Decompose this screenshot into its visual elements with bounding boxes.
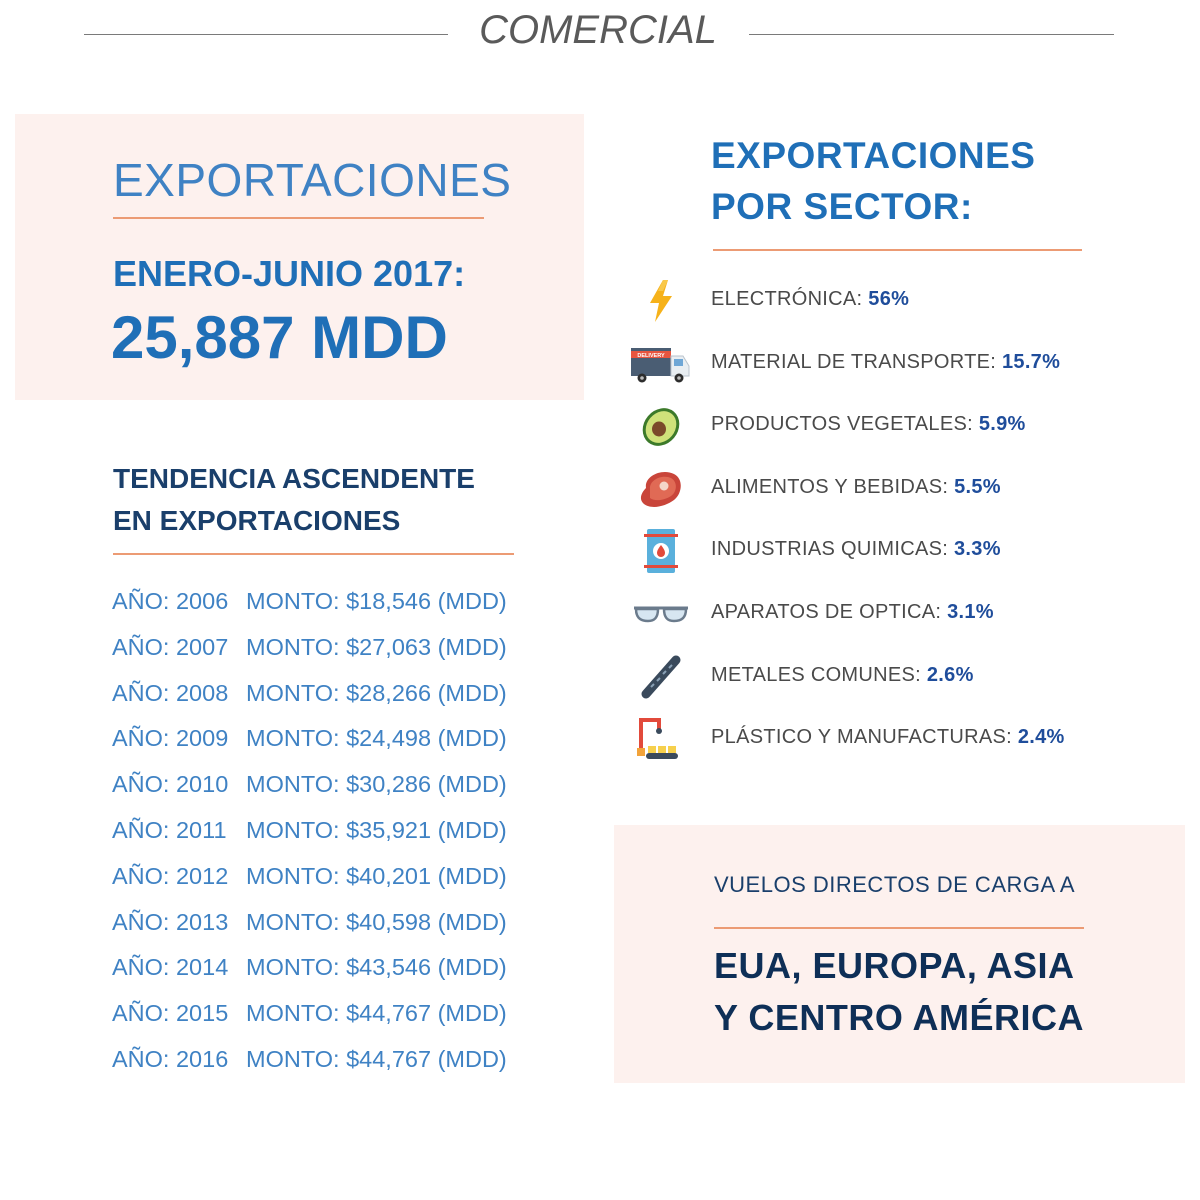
- sectors-heading-line2: POR SECTOR:: [711, 186, 973, 227]
- trend-row: [112, 725, 507, 771]
- trend-year: AÑO: 2013: [112, 908, 229, 935]
- trend-amount: MONTO: $44,767 (MDD): [246, 1045, 507, 1072]
- trend-amount: MONTO: $40,201 (MDD): [246, 862, 507, 889]
- sector-value: 5.9%: [978, 413, 1026, 436]
- trend-year: AÑO: 2014: [112, 954, 229, 981]
- page-title: COMERCIAL: [479, 8, 717, 52]
- exports-divider: [113, 217, 484, 219]
- sector-value: 2.4%: [1017, 726, 1065, 749]
- sector-label: APARATOS DE OPTICA: 3.1%: [711, 600, 994, 623]
- trend-heading-line2: EN EXPORTACIONES: [113, 505, 401, 536]
- sector-label: INDUSTRIAS QUIMICAS: 3.3%: [711, 538, 1001, 561]
- trend-year: AÑO: 2010: [112, 771, 229, 798]
- chemical-barrel-icon: [630, 528, 692, 574]
- trend-divider: [113, 553, 514, 555]
- trend-amount: MONTO: $18,546 (MDD): [246, 588, 507, 614]
- delivery-truck-icon: [630, 341, 692, 387]
- sector-value: 56%: [868, 288, 910, 310]
- cargo-destinations: [714, 940, 1084, 1044]
- trend-amount: MONTO: $43,546 (MDD): [246, 954, 507, 981]
- exports-total: 25,887 MDD: [111, 304, 448, 371]
- trend-year: AÑO: 2009: [112, 725, 229, 752]
- trend-amount: MONTO: $27,063 (MDD): [246, 633, 507, 660]
- trend-amount: MONTO: $30,286 (MDD): [246, 771, 507, 798]
- sector-label: METALES COMUNES: 2.6%: [711, 663, 974, 686]
- metal-bar-icon: [630, 654, 692, 700]
- trend-year: AÑO: 2007: [112, 633, 229, 660]
- trend-year: AÑO: 2006: [112, 588, 229, 614]
- trend-year: AÑO: 2008: [112, 679, 229, 706]
- trend-row: [112, 909, 507, 955]
- sector-label: ALIMENTOS Y BEBIDAS: 5.5%: [711, 475, 1001, 498]
- sector-value: 3.3%: [954, 538, 1001, 561]
- lightning-icon: [630, 278, 692, 324]
- sectors-divider: [713, 249, 1082, 251]
- sectors-heading: [711, 130, 1035, 232]
- trend-year: AÑO: 2012: [112, 862, 229, 889]
- trend-heading: [113, 458, 475, 542]
- trend-row: [112, 1046, 507, 1092]
- sector-label: PRODUCTOS VEGETALES: 5.9%: [711, 413, 1026, 436]
- trend-row: [112, 817, 507, 863]
- trend-row: [112, 863, 507, 909]
- sectors-heading-line1: EXPORTACIONES: [711, 135, 1036, 176]
- trend-year: AÑO: 2016: [112, 1045, 229, 1072]
- exports-title: EXPORTACIONES: [113, 154, 512, 206]
- cargo-subtitle: VUELOS DIRECTOS DE CARGA A: [714, 872, 1076, 897]
- sector-label: MATERIAL DE TRANSPORTE: 15.7%: [711, 350, 1061, 373]
- trend-amount: MONTO: $35,921 (MDD): [246, 816, 507, 843]
- trend-amount: MONTO: $40,598 (MDD): [246, 908, 507, 935]
- sector-value: 2.6%: [926, 663, 974, 686]
- exports-period: ENERO-JUNIO 2017:: [113, 253, 466, 294]
- header-rule-left: [84, 34, 448, 35]
- trend-row: [112, 634, 507, 680]
- trend-row: [112, 588, 507, 634]
- truck-label: DELIVERY: [637, 352, 665, 359]
- trend-heading-line1: TENDENCIA ASCENDENTE: [113, 463, 475, 494]
- trend-row: [112, 771, 507, 817]
- sector-label: ELECTRÓNICA: 56%: [711, 288, 910, 310]
- trend-amount: MONTO: $24,498 (MDD): [246, 725, 507, 752]
- assembly-line-icon: [630, 716, 692, 762]
- trend-amount: MONTO: $28,266 (MDD): [246, 679, 507, 706]
- trend-row: [112, 680, 507, 726]
- sector-value: 3.1%: [947, 600, 994, 623]
- trend-row: [112, 954, 507, 1000]
- glasses-icon: [630, 591, 692, 637]
- header-rule-right: [749, 34, 1114, 35]
- sector-value: 5.5%: [954, 475, 1001, 498]
- trend-list: [112, 588, 507, 1092]
- trend-amount: MONTO: $44,767 (MDD): [246, 1000, 507, 1027]
- cargo-destinations-line1: EUA, EUROPA, ASIA: [714, 945, 1075, 986]
- sector-label: PLÁSTICO Y MANUFACTURAS: 2.4%: [711, 726, 1065, 749]
- cargo-destinations-line2: Y CENTRO AMÉRICA: [714, 997, 1085, 1038]
- avocado-icon: [630, 403, 692, 449]
- cargo-divider: [714, 927, 1084, 929]
- trend-year: AÑO: 2015: [112, 1000, 229, 1027]
- trend-year: AÑO: 2011: [112, 816, 227, 843]
- trend-row: [112, 1000, 507, 1046]
- steak-icon: [630, 466, 692, 512]
- sector-value: 15.7%: [1001, 350, 1061, 373]
